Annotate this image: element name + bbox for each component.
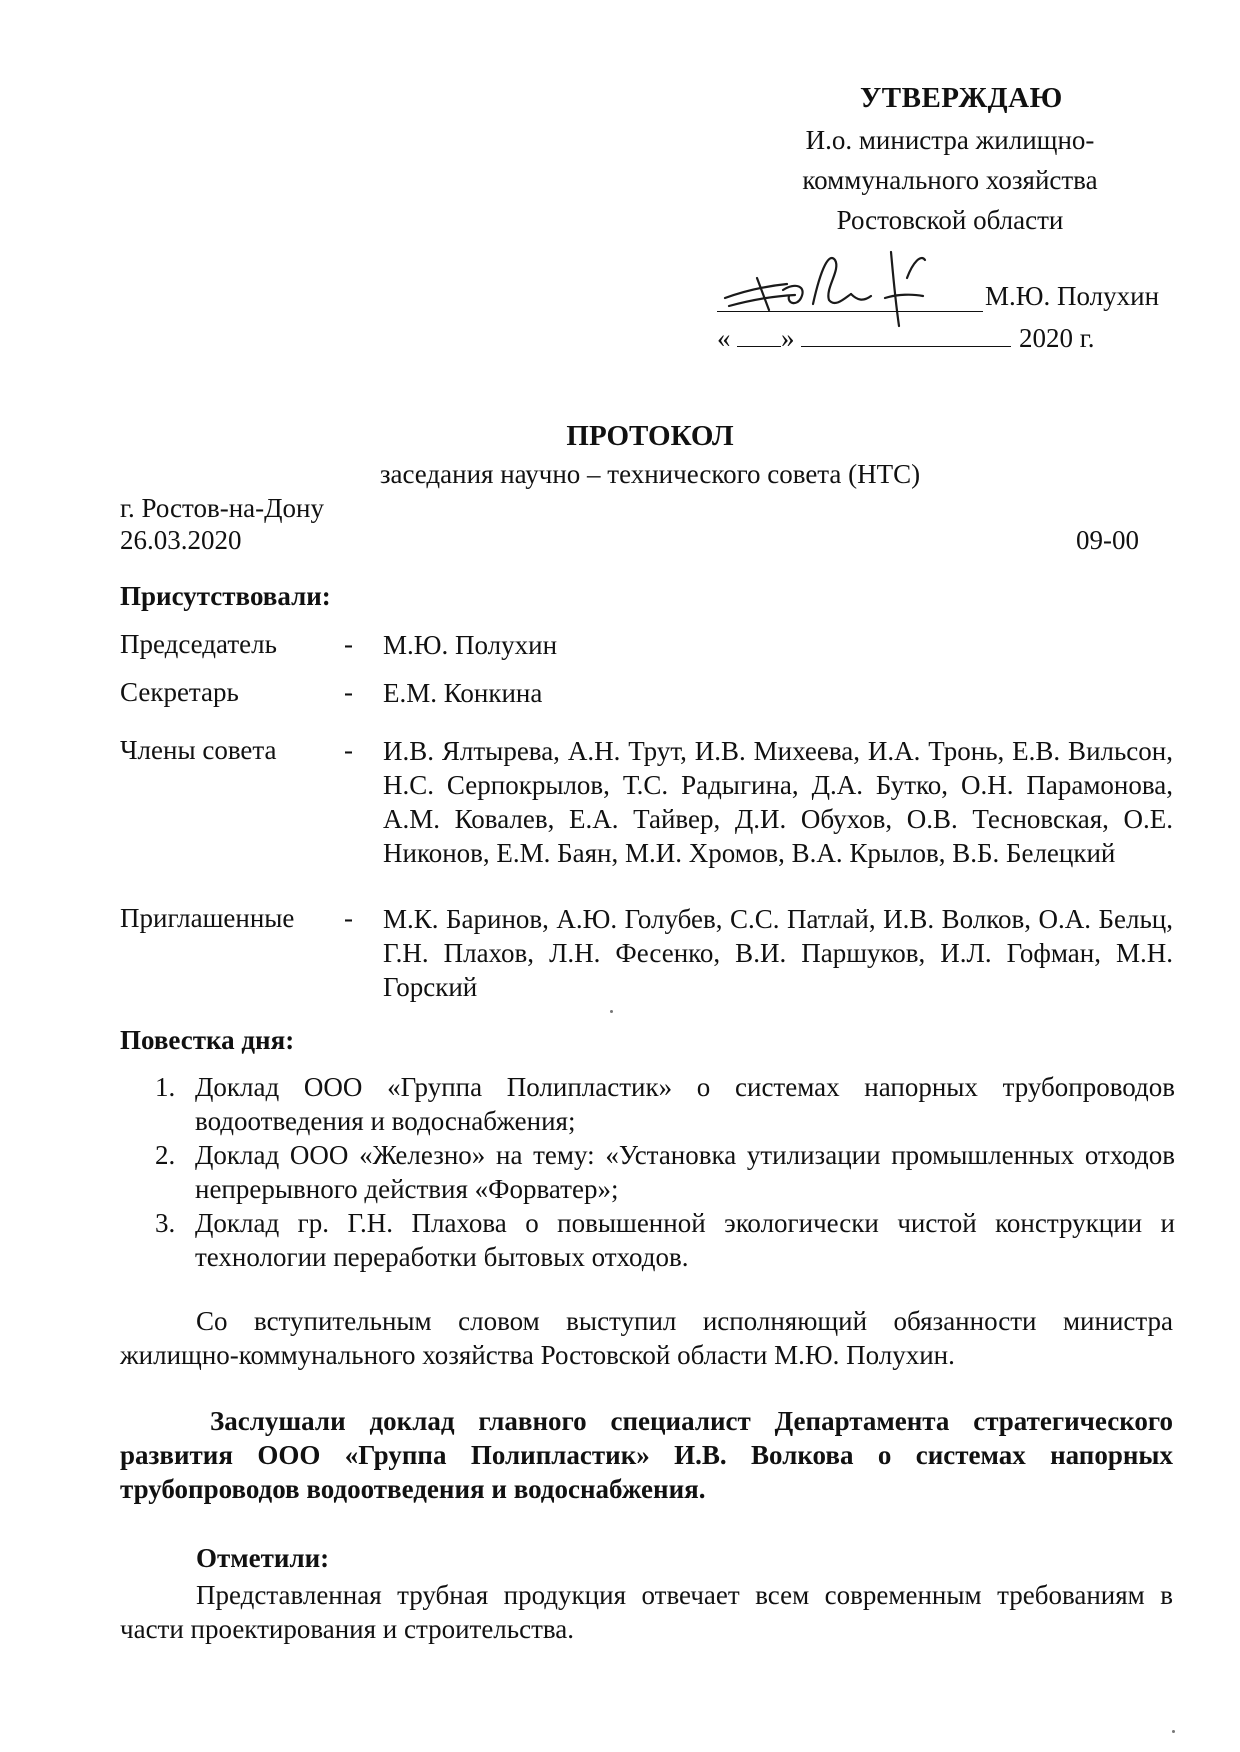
scan-speck [1172, 1730, 1175, 1733]
agenda-item-number: 3. [155, 1208, 176, 1238]
secretary-dash: - [344, 677, 353, 707]
meeting-date: 26.03.2020 [120, 525, 242, 555]
approval-title: УТВЕРЖДАЮ [860, 82, 1063, 114]
noted-paragraph: Представленная трубная продукция отвечает всем современным требованиям в части проектирования и строительства. [120, 1580, 1173, 1644]
agenda-heading: Повестка дня: [120, 1025, 295, 1055]
protocol-title: ПРОТОКОЛ [566, 420, 734, 452]
invited-dash: - [344, 903, 353, 933]
agenda-item-text: Доклад ООО «Железно» на тему: «Установка утилизации промышленных отходов непрерывного действия «Форватер»; [195, 1140, 1175, 1204]
date-day-blank [737, 320, 781, 347]
members-list: И.В. Ялтырева, А.Н. Трут, И.В. Михеева, И.А. Тронь, Е.В. Вильсон, Н.С. Серпокрылов, Т.С. Радыгина, Д.А. Бутко, О.Н. Парамонова, А.М. Ковалев, Е.А. Тайвер, Д.И. Обухов, О.В. Тесновская, О.Е. Никонов, Е.М. Баян, М.И. Хромов, В.А. Крылов, В.Б. Белецкий [383, 736, 1173, 868]
secretary-name: Е.М. Конкина [383, 678, 543, 708]
members-dash: - [344, 735, 353, 765]
signer-name: М.Ю. Полухин [985, 281, 1160, 311]
chairman-label: Председатель [120, 629, 277, 659]
heard-report-paragraph: Заслушали доклад главного специалист Департамента стратегического развития ООО «Группа Полипластик» И.В. Волкова о системах напорных трубопроводов водоотведения и водоснабжения. [120, 1406, 1173, 1504]
chairman-name: М.Ю. Полухин [383, 630, 558, 660]
invited-label: Приглашенные [120, 903, 295, 933]
secretary-label: Секретарь [120, 677, 239, 707]
meeting-city: г. Ростов-на-Дону [120, 493, 325, 523]
agenda-item [155, 1206, 1175, 1274]
meeting-time: 09-00 [1076, 525, 1139, 555]
agenda-list [155, 1070, 1175, 1274]
agenda-item-text: Доклад ООО «Группа Полипластик» о системах напорных трубопроводов водоотведения и водоснабжения; [195, 1072, 1175, 1136]
scan-speck [610, 1010, 613, 1013]
agenda-item [155, 1070, 1175, 1138]
signature-line [717, 311, 983, 312]
date-close-quote: » [781, 323, 795, 353]
date-open-quote: « [717, 323, 731, 353]
agenda-item-text: Доклад гр. Г.Н. Плахова о повышенной экологически чистой конструкции и технологии переработки бытовых отходов. [195, 1208, 1175, 1272]
handwritten-signature [717, 238, 977, 328]
noted-heading: Отметили: [196, 1543, 330, 1573]
intro-paragraph: Со вступительным словом выступил исполняющий обязанности министра жилищно-коммунального хозяйства Ростовской области М.Ю. Полухин. [120, 1306, 1173, 1370]
agenda-item-number: 1. [155, 1072, 176, 1102]
date-month-blank [801, 320, 1011, 347]
chairman-dash: - [344, 629, 353, 659]
signature-row [717, 278, 1217, 318]
approval-position-line2: коммунального хозяйства [802, 165, 1098, 195]
protocol-subtitle: заседания научно – технического совета (НТС) [379, 459, 921, 489]
agenda-item-number: 2. [155, 1140, 176, 1170]
attendees-heading: Присутствовали: [120, 581, 331, 611]
date-year: 2020 г. [1019, 323, 1095, 353]
agenda-item [155, 1138, 1175, 1206]
approval-position-line1: И.о. министра жилищно- [805, 125, 1095, 155]
members-label: Члены совета [120, 735, 277, 765]
invited-list: М.К. Баринов, А.Ю. Голубев, С.С. Патлай, И.В. Волков, О.А. Бельц, Г.Н. Плахов, Л.Н. Фесенко, В.И. Паршуков, И.Л. Гофман, М.Н. Горский [383, 904, 1173, 1002]
approval-position-line3: Ростовской области [836, 205, 1064, 235]
approval-date-row [717, 320, 1217, 360]
